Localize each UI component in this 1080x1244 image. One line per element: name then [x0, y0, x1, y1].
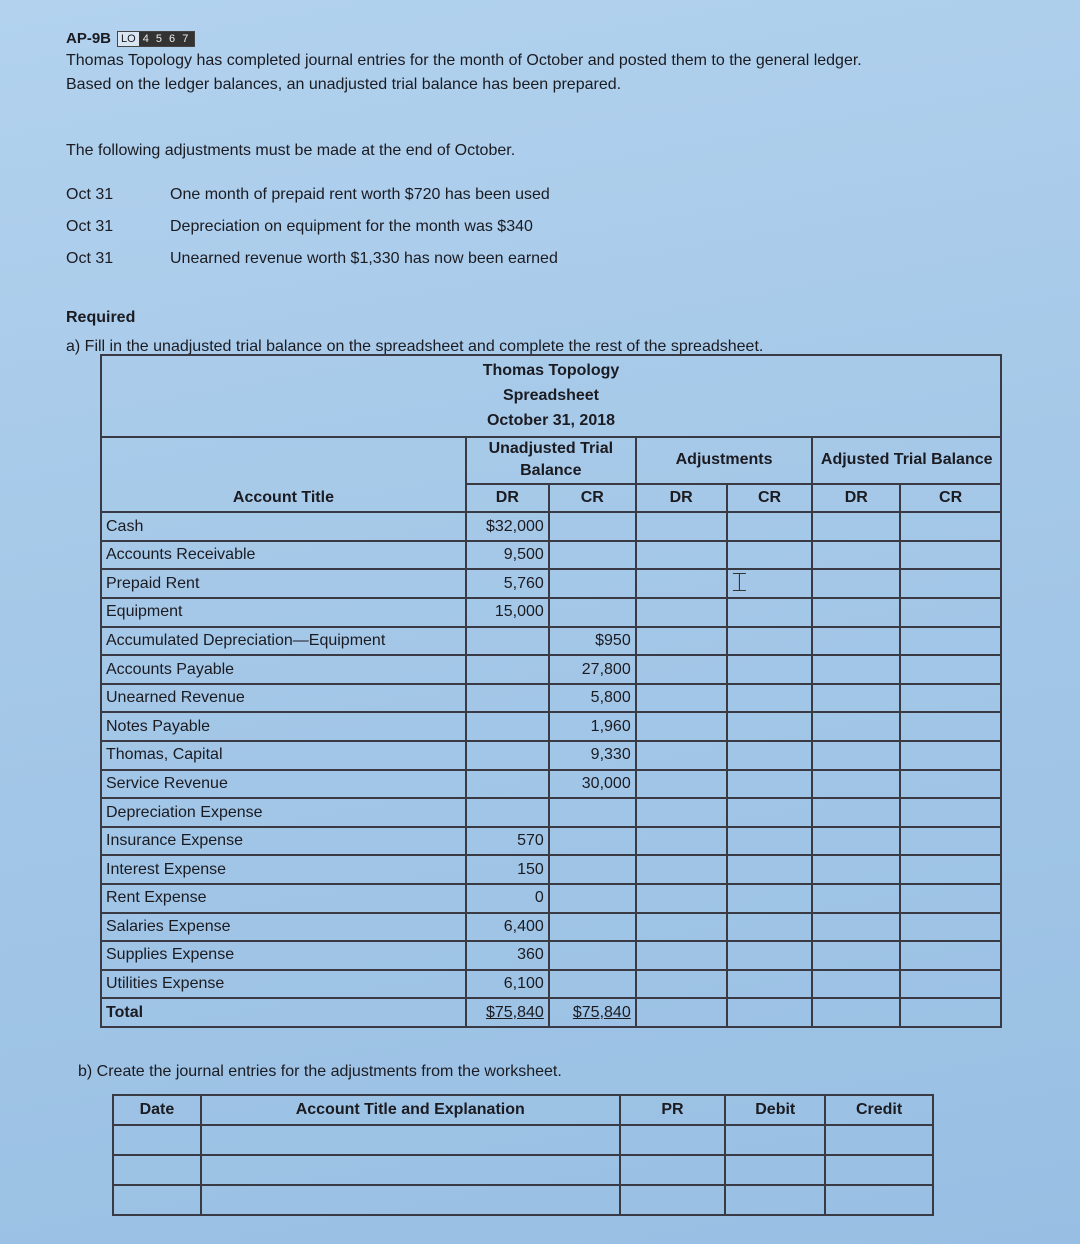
unadj-cr-value[interactable]: 27,800	[549, 655, 636, 684]
cell-adj-dr[interactable]	[636, 941, 727, 970]
account-row	[101, 627, 1001, 656]
unadj-cr-value[interactable]	[549, 569, 636, 598]
cell-adjtb-dr[interactable]	[812, 855, 900, 884]
journal-cell[interactable]	[201, 1185, 620, 1215]
journal-cell[interactable]	[201, 1125, 620, 1155]
account-name: Utilities Expense	[101, 970, 466, 999]
cell-adjtb-cr[interactable]	[900, 712, 1001, 741]
cell-adjtb-dr[interactable]	[812, 798, 900, 827]
cell-adjtb-cr[interactable]	[900, 827, 1001, 856]
total-label: Total	[101, 998, 466, 1027]
journal-pr-header: PR	[620, 1095, 726, 1125]
journal-cell[interactable]	[825, 1155, 933, 1185]
account-row	[101, 855, 1001, 884]
account-name: Thomas, Capital	[101, 741, 466, 770]
account-row	[101, 827, 1001, 856]
unadj-cr-value[interactable]	[549, 913, 636, 942]
worksheet-title-row	[101, 355, 1001, 437]
unadj-dr-value[interactable]: 5,760	[466, 569, 549, 598]
unadj-dr-value[interactable]: 150	[466, 855, 549, 884]
unadj-cr-value[interactable]: 5,800	[549, 684, 636, 713]
cell-adjtb-cr[interactable]	[900, 512, 1001, 541]
cell-adjtb-cr[interactable]	[900, 970, 1001, 999]
cell-adjtb-dr[interactable]	[812, 970, 900, 999]
journal-account-header: Account Title and Explanation	[201, 1095, 620, 1125]
journal-date-header: Date	[113, 1095, 201, 1125]
cell-adjtb-cr[interactable]	[900, 684, 1001, 713]
unadj-dr-value[interactable]	[466, 770, 549, 799]
unadj-dr-value[interactable]	[466, 712, 549, 741]
adjtb-cr-header: CR	[900, 484, 1001, 513]
cell-adjtb-dr[interactable]	[812, 684, 900, 713]
adjustment-text: Depreciation on equipment for the month was $340	[170, 218, 533, 235]
spreadsheet-date: October 31, 2018	[486, 412, 616, 430]
required-heading: Required	[66, 309, 136, 326]
cell-adj-dr[interactable]	[636, 741, 727, 770]
account-name: Notes Payable	[101, 712, 466, 741]
account-row	[101, 512, 1001, 541]
unadjusted-tb-header: Unadjusted Trial Balance	[466, 437, 636, 484]
journal-cell[interactable]	[725, 1185, 825, 1215]
cell-adj-dr[interactable]	[636, 512, 727, 541]
cell-adj-cr[interactable]	[727, 566, 813, 598]
account-name: Service Revenue	[101, 770, 466, 799]
unadj-dr-value[interactable]: $32,000	[466, 512, 549, 541]
unadj-cr-header: CR	[549, 484, 636, 513]
journal-credit-header: Credit	[825, 1095, 933, 1125]
unadj-dr-value[interactable]	[466, 741, 549, 770]
total-dr: $75,840	[466, 998, 549, 1027]
cell-adj-cr[interactable]	[727, 855, 813, 884]
journal-row	[113, 1155, 933, 1185]
cell-adj-cr[interactable]	[727, 798, 813, 827]
cell-adjtb-dr[interactable]	[812, 884, 900, 913]
cell-adjtb-dr[interactable]	[812, 712, 900, 741]
part-b-instruction: b) Create the journal entries for the adjustments from the worksheet.	[78, 1063, 562, 1080]
account-name: Accounts Payable	[101, 655, 466, 684]
problem-header	[66, 30, 195, 47]
cell-adjtb-dr[interactable]	[812, 655, 900, 684]
journal-cell[interactable]	[113, 1155, 201, 1185]
cell-adj-cr[interactable]	[727, 512, 813, 541]
lo-numbers: 4 5 6 7	[139, 32, 195, 46]
journal-cell[interactable]	[825, 1185, 933, 1215]
unadj-dr-value[interactable]: 360	[466, 941, 549, 970]
adjustment-text: Unearned revenue worth $1,330 has now been earned	[170, 250, 558, 267]
lo-label: LO	[118, 32, 139, 46]
cell-adj-dr[interactable]	[636, 684, 727, 713]
unadj-cr-value[interactable]	[549, 541, 636, 570]
group-header-row	[101, 437, 1001, 484]
problem-id: AP-9B	[66, 30, 112, 47]
cell-adjtb-cr[interactable]	[900, 798, 1001, 827]
unadj-cr-value[interactable]	[549, 512, 636, 541]
cell-adjtb-dr[interactable]	[812, 569, 900, 598]
adjustments-header: Adjustments	[636, 437, 813, 484]
account-name: Supplies Expense	[101, 941, 466, 970]
cell-adjtb-dr[interactable]	[812, 512, 900, 541]
account-row	[101, 798, 1001, 827]
cell-adj-cr[interactable]	[727, 684, 813, 713]
total-row	[101, 998, 1001, 1027]
unadj-cr-value[interactable]: 30,000	[549, 770, 636, 799]
adjustment-date: Oct 31	[66, 250, 114, 267]
cell-adj-cr[interactable]	[727, 598, 813, 627]
cell-adjtb-dr[interactable]	[812, 827, 900, 856]
intro-line-1: Thomas Topology has completed journal entries for the month of October and posted them to the general ledger.	[66, 52, 862, 69]
adj-cr-header: CR	[727, 484, 813, 513]
unadj-cr-value[interactable]: 9,330	[549, 741, 636, 770]
unadj-dr-value[interactable]: 15,000	[466, 598, 549, 627]
cell-adjtb-dr[interactable]	[812, 770, 900, 799]
cell-adjtb-dr[interactable]	[812, 541, 900, 570]
journal-row	[113, 1185, 933, 1215]
cell-adjtb-cr[interactable]	[900, 998, 1001, 1027]
cell-adjtb-cr[interactable]	[900, 541, 1001, 570]
cell-adjtb-cr[interactable]	[900, 655, 1001, 684]
unadj-dr-value[interactable]	[466, 798, 549, 827]
text-cursor-icon: ⌶	[731, 566, 748, 597]
cell-adjtb-cr[interactable]	[900, 770, 1001, 799]
adjustments-intro: The following adjustments must be made at the end of October.	[66, 142, 516, 159]
unadj-dr-value[interactable]: 6,100	[466, 970, 549, 999]
intro-line-2: Based on the ledger balances, an unadjusted trial balance has been prepared.	[66, 76, 622, 93]
unadj-dr-value[interactable]: 9,500	[466, 541, 549, 570]
adjustment-item	[66, 218, 533, 236]
cell-adjtb-dr[interactable]	[812, 598, 900, 627]
unadj-cr-value[interactable]	[549, 827, 636, 856]
account-row	[101, 941, 1001, 970]
adj-dr-header: DR	[636, 484, 727, 513]
account-name: Accumulated Depreciation—Equipment	[101, 627, 466, 656]
journal-cell[interactable]	[113, 1185, 201, 1215]
journal-cell[interactable]	[825, 1125, 933, 1155]
account-row	[101, 741, 1001, 770]
journal-table	[112, 1094, 934, 1216]
account-name: Insurance Expense	[101, 827, 466, 856]
cell-adj-cr[interactable]	[727, 884, 813, 913]
cell-adj-dr[interactable]	[636, 569, 727, 598]
account-name: Interest Expense	[101, 855, 466, 884]
cell-adjtb-cr[interactable]	[900, 569, 1001, 598]
unadj-cr-value[interactable]: $950	[549, 627, 636, 656]
cell-adj-dr[interactable]	[636, 913, 727, 942]
cell-adj-cr[interactable]	[727, 827, 813, 856]
account-row	[101, 541, 1001, 570]
cell-adj-dr[interactable]	[636, 970, 727, 999]
account-name: Cash	[101, 512, 466, 541]
unadj-dr-value[interactable]: 6,400	[466, 913, 549, 942]
journal-header-row	[113, 1095, 933, 1125]
cell-adj-dr[interactable]	[636, 770, 727, 799]
account-row	[101, 884, 1001, 913]
account-name: Unearned Revenue	[101, 684, 466, 713]
account-row	[101, 970, 1001, 999]
cell-adjtb-cr[interactable]	[900, 941, 1001, 970]
cell-adjtb-cr[interactable]	[900, 855, 1001, 884]
cell-adj-cr[interactable]	[727, 970, 813, 999]
cell-adj-dr[interactable]	[636, 884, 727, 913]
unadj-cr-value[interactable]: 1,960	[549, 712, 636, 741]
cell-adj-cr[interactable]	[727, 770, 813, 799]
worksheet-body	[101, 512, 1001, 998]
cell-adjtb-dr[interactable]	[812, 941, 900, 970]
cell-adj-dr[interactable]	[636, 598, 727, 627]
cell-adjtb-dr[interactable]	[812, 998, 900, 1027]
account-row	[101, 770, 1001, 799]
account-row	[101, 655, 1001, 684]
cell-adj-cr[interactable]	[727, 741, 813, 770]
unadj-dr-value[interactable]	[466, 627, 549, 656]
cell-adj-cr[interactable]	[727, 712, 813, 741]
cell-adj-cr[interactable]	[727, 655, 813, 684]
journal-cell[interactable]	[620, 1125, 726, 1155]
journal-cell[interactable]	[725, 1125, 825, 1155]
account-name: Prepaid Rent	[101, 569, 466, 598]
cell-adjtb-cr[interactable]	[900, 741, 1001, 770]
cell-adj-dr[interactable]	[636, 712, 727, 741]
unadj-dr-value[interactable]	[466, 684, 549, 713]
journal-cell[interactable]	[725, 1155, 825, 1185]
learning-objective-badge	[117, 31, 195, 47]
part-a-instruction: a) Fill in the unadjusted trial balance on the spreadsheet and complete the rest of the spreadsheet.	[66, 338, 764, 355]
cell-adj-dr[interactable]	[636, 627, 727, 656]
account-row	[101, 712, 1001, 741]
cell-adj-cr[interactable]	[727, 998, 813, 1027]
account-name: Depreciation Expense	[101, 798, 466, 827]
worksheet-table	[100, 354, 1002, 1028]
journal-cell[interactable]	[201, 1155, 620, 1185]
journal-cell[interactable]	[620, 1185, 726, 1215]
unadj-dr-header: DR	[466, 484, 549, 513]
account-row	[101, 913, 1001, 942]
cell-adjtb-dr[interactable]	[812, 913, 900, 942]
account-row	[101, 598, 1001, 627]
account-name: Salaries Expense	[101, 913, 466, 942]
journal-cell[interactable]	[620, 1155, 726, 1185]
journal-row	[113, 1125, 933, 1155]
unadj-cr-value[interactable]	[549, 798, 636, 827]
journal-cell[interactable]	[113, 1125, 201, 1155]
account-name: Accounts Receivable	[101, 541, 466, 570]
unadj-cr-value[interactable]	[549, 941, 636, 970]
cell-adj-dr[interactable]	[636, 655, 727, 684]
worksheet-title	[101, 355, 1001, 437]
cell-adj-cr[interactable]	[727, 541, 813, 570]
adjustment-date: Oct 31	[66, 218, 114, 235]
account-title-header: Account Title	[101, 437, 466, 513]
cell-adj-dr[interactable]	[636, 827, 727, 856]
cell-adjtb-cr[interactable]	[900, 884, 1001, 913]
cell-adjtb-cr[interactable]	[900, 627, 1001, 656]
cell-adjtb-cr[interactable]	[900, 598, 1001, 627]
cell-adjtb-dr[interactable]	[812, 741, 900, 770]
unadj-dr-value[interactable]: 570	[466, 827, 549, 856]
company-name: Thomas Topology	[482, 362, 620, 380]
cell-adj-cr[interactable]	[727, 913, 813, 942]
account-name: Rent Expense	[101, 884, 466, 913]
unadj-cr-value[interactable]	[549, 855, 636, 884]
cell-adj-dr[interactable]	[636, 541, 727, 570]
cell-adj-dr[interactable]	[636, 855, 727, 884]
journal-debit-header: Debit	[725, 1095, 825, 1125]
adjtb-dr-header: DR	[812, 484, 900, 513]
unadj-dr-value[interactable]	[466, 655, 549, 684]
total-cr: $75,840	[549, 998, 636, 1027]
cell-adjtb-cr[interactable]	[900, 913, 1001, 942]
account-row	[101, 569, 1001, 598]
adjustment-text: One month of prepaid rent worth $720 has been used	[170, 186, 550, 203]
account-name: Equipment	[101, 598, 466, 627]
adjustment-date: Oct 31	[66, 186, 114, 203]
adjusted-tb-header: Adjusted Trial Balance	[812, 437, 1001, 484]
cell-adj-dr[interactable]	[636, 998, 727, 1027]
cell-adj-cr[interactable]	[727, 627, 813, 656]
cell-adjtb-dr[interactable]	[812, 627, 900, 656]
cell-adj-dr[interactable]	[636, 798, 727, 827]
unadj-dr-value[interactable]: 0	[466, 884, 549, 913]
unadj-cr-value[interactable]	[549, 970, 636, 999]
adjustment-item	[66, 186, 550, 204]
adjustment-item	[66, 250, 558, 268]
unadj-cr-value[interactable]	[549, 884, 636, 913]
unadj-cr-value[interactable]	[549, 598, 636, 627]
account-row	[101, 684, 1001, 713]
spreadsheet-name: Spreadsheet	[502, 387, 600, 405]
cell-adj-cr[interactable]	[727, 941, 813, 970]
